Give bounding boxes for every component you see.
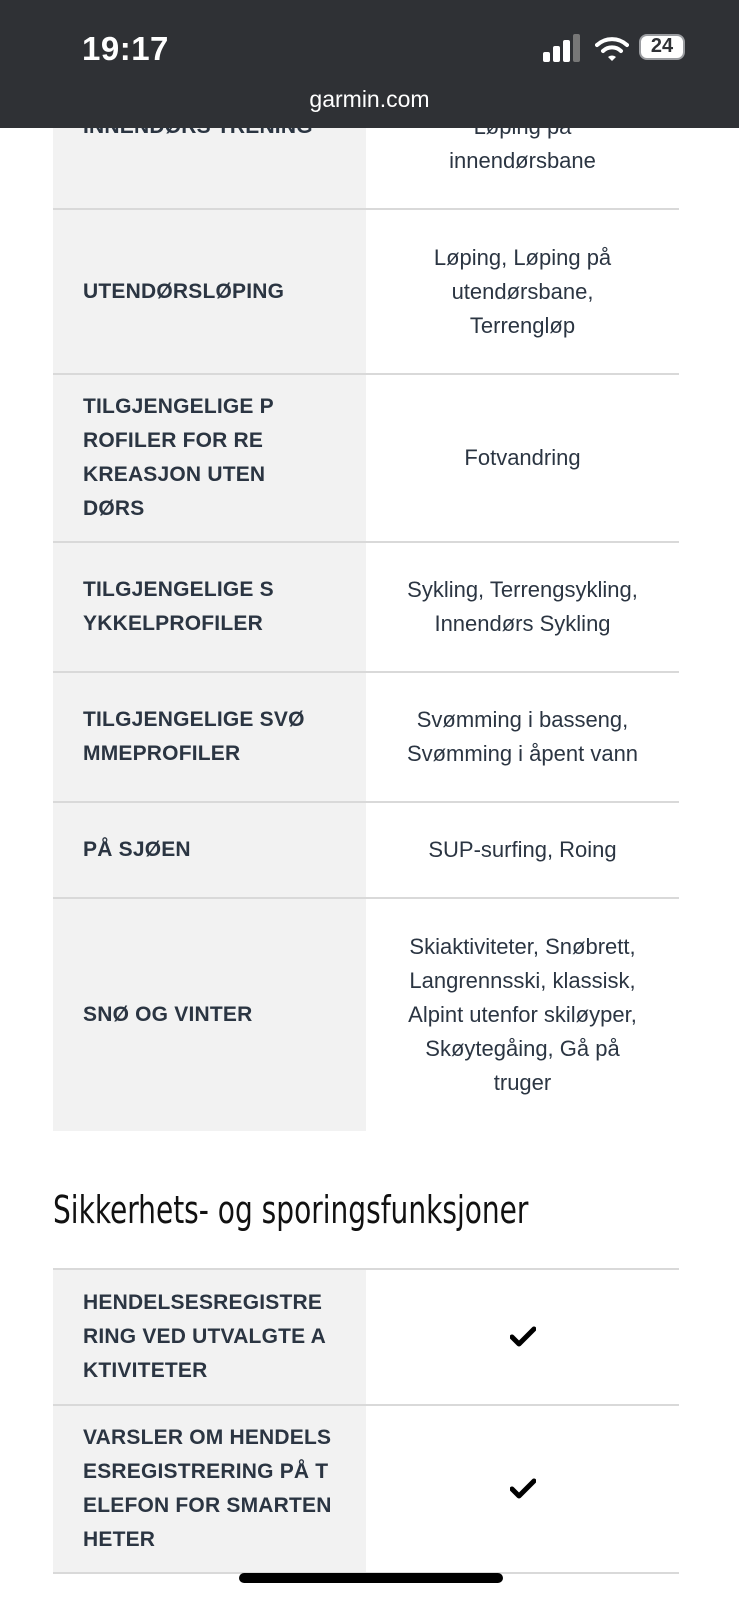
row-value: Løping, Løping på utendørsbane, Terrengløp xyxy=(433,244,612,338)
row-value: Sykling, Terrengsykling, Innendørs Sykling xyxy=(407,577,638,636)
wifi-icon xyxy=(595,36,629,62)
row-label: VARSLER OM HENDELSESREGISTRERING PÅ TELEFON FOR SMARTENHETER xyxy=(53,1406,366,1572)
row-label: SNØ OG VINTER xyxy=(53,899,366,1131)
table-row xyxy=(53,673,679,803)
row-label: TILGJENGELIGE SYKKELPROFILER xyxy=(53,543,366,671)
section-heading: Sikkerhets- og sporingsfunksjoner xyxy=(53,1188,529,1232)
row-value: SUP-surfing, Roing xyxy=(428,837,617,862)
row-label: TILGJENGELIGE PROFILER FOR REKREASJON UTENDØRS xyxy=(53,375,366,541)
supported-cell xyxy=(366,1406,679,1572)
url-bar[interactable]: garmin.com xyxy=(309,86,430,112)
table-row xyxy=(53,210,679,375)
row-value: Fotvandring xyxy=(464,445,581,470)
row-label: TILGJENGELIGE SVØMMEPROFILER xyxy=(53,673,366,801)
checkmark-icon xyxy=(510,1478,536,1500)
row-value: Skiaktiviteter, Snøbrett, Langrennsski, klassisk, Alpint utenfor skiløyper, Skøytegåing, Gå på truger xyxy=(408,934,637,1095)
browser-top-bar xyxy=(0,0,739,128)
checkmark-icon xyxy=(510,1326,536,1348)
row-label: HENDELSESREGISTRERING VED UTVALGTE AKTIVITETER xyxy=(53,1270,366,1404)
battery-percent: 24 xyxy=(650,35,674,57)
table-row xyxy=(53,1406,679,1574)
row-label: PÅ SJØEN xyxy=(53,803,366,897)
table-row xyxy=(53,1268,679,1406)
battery-icon xyxy=(639,34,685,60)
table-row xyxy=(53,899,679,1131)
row-label: UTENDØRSLØPING xyxy=(53,210,366,373)
status-time: 19:17 xyxy=(82,30,169,67)
table-row xyxy=(53,543,679,673)
cellular-signal-icon xyxy=(543,34,583,62)
home-indicator[interactable] xyxy=(239,1573,503,1583)
table-row xyxy=(53,803,679,899)
row-value: Svømming i basseng, Svømming i åpent vann xyxy=(406,707,639,766)
row-value: innendørsbane xyxy=(449,148,596,173)
supported-cell xyxy=(366,1270,679,1404)
table-row xyxy=(53,375,679,543)
